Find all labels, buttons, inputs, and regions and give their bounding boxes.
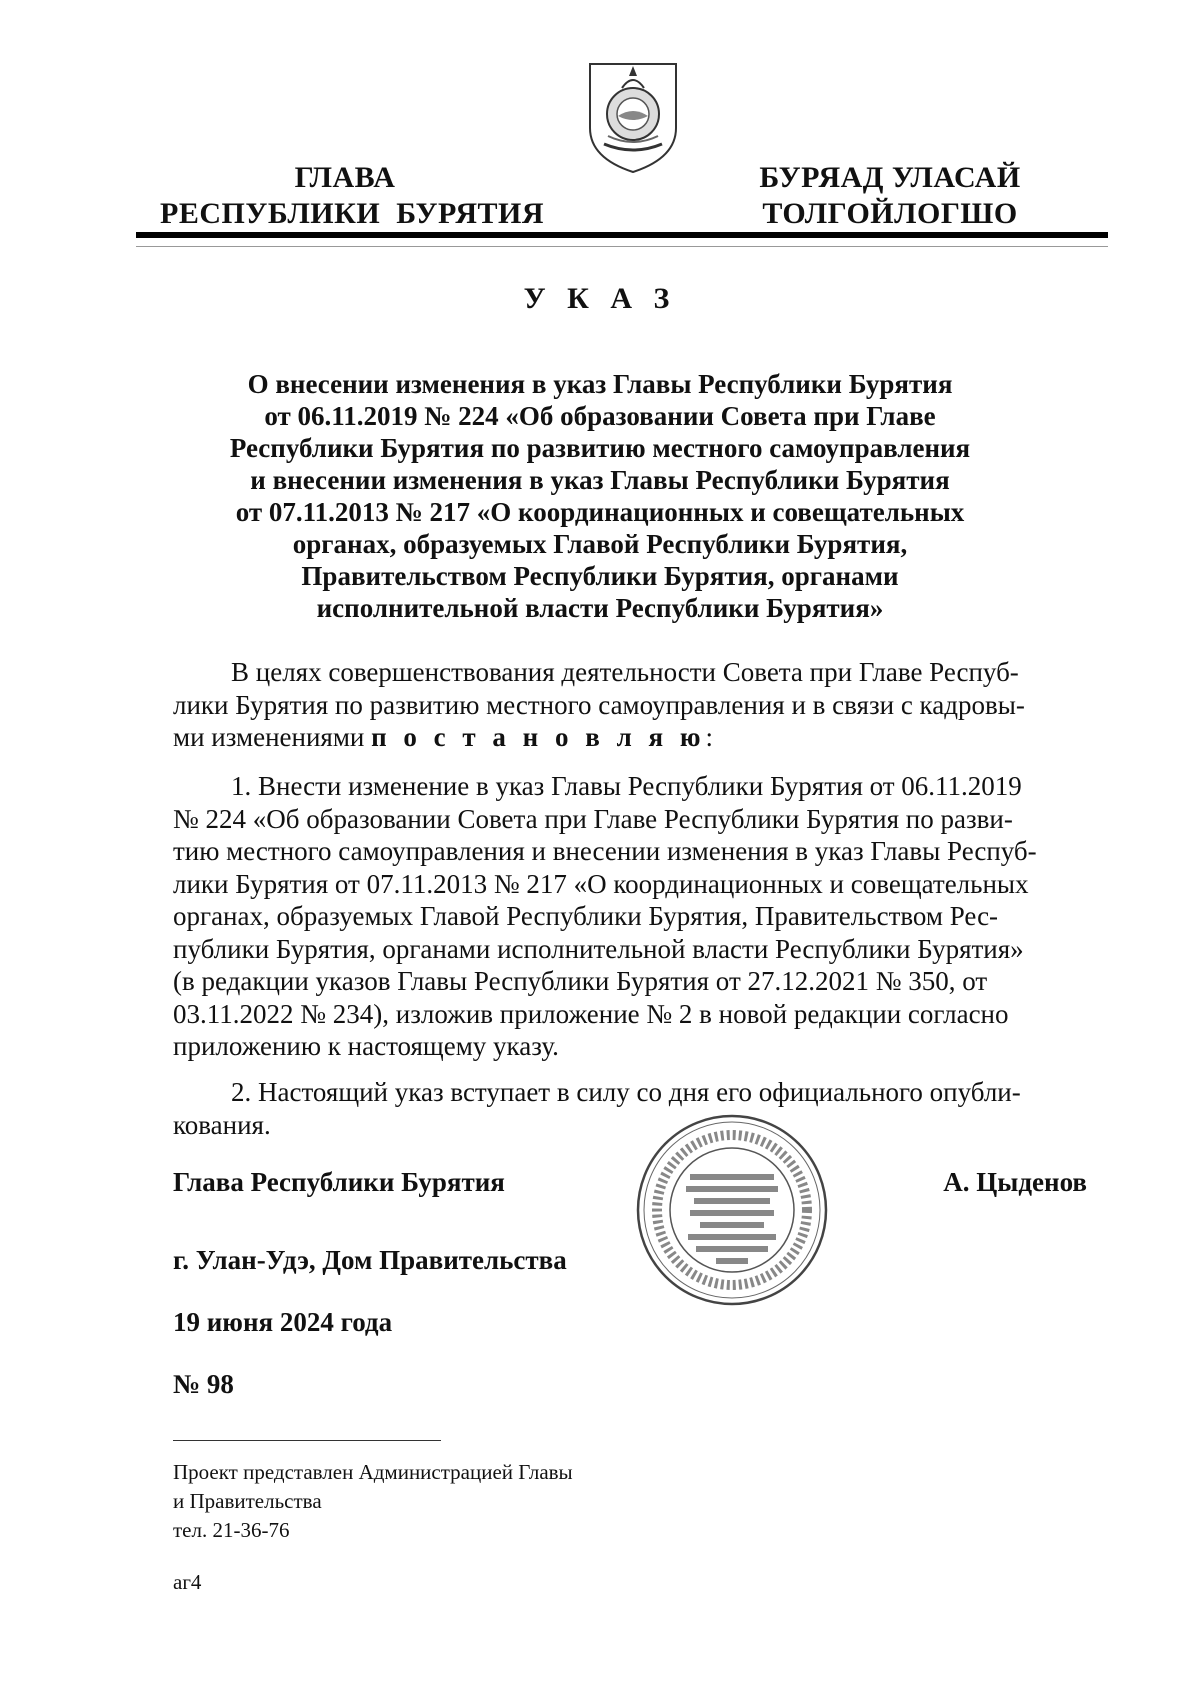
header-right-title bbox=[740, 160, 1040, 232]
subject-line: Правительством Республики Бурятия, органами bbox=[301, 561, 899, 591]
paragraph-line: В целях совершенствования деятельности Совета при Главе Респуб- bbox=[231, 657, 1019, 687]
document-subject bbox=[200, 368, 1000, 624]
footer-note bbox=[173, 1458, 573, 1545]
header-right-line2: ТОЛГОЙЛОГШО bbox=[762, 197, 1018, 230]
footer-line: Проект представлен Администрацией Главы bbox=[173, 1460, 573, 1484]
paragraph-text: : bbox=[705, 722, 713, 752]
decree-number: № 98 bbox=[173, 1369, 234, 1399]
subject-line: Республики Бурятия по развитию местного самоуправления bbox=[229, 433, 971, 463]
footer-line: и Правительства bbox=[173, 1489, 322, 1513]
paragraph-line: 03.11.2022 № 234), изложив приложение № 2 в новой редакции согласно bbox=[173, 998, 1009, 1029]
signatory-title: Глава Республики Бурятия bbox=[173, 1167, 505, 1197]
paragraph-line: тию местного самоуправления и внесении изменения в указ Главы Респуб- bbox=[173, 836, 1037, 866]
paragraph-line: 1. Внести изменение в указ Главы Республики Бурятия от 06.11.2019 bbox=[231, 771, 1022, 801]
paragraph-text: ми изменениями bbox=[173, 722, 372, 752]
footer-line: тел. 21-36-76 bbox=[173, 1518, 290, 1542]
signing-date: 19 июня 2024 года bbox=[173, 1307, 393, 1337]
paragraph-line: лики Бурятия по развитию местного самоуправления и в связи с кадровы- bbox=[173, 689, 1025, 720]
header-left-line1: ГЛАВА bbox=[294, 161, 396, 194]
subject-line: и внесении изменения в указ Главы Республики Бурятия bbox=[250, 465, 950, 495]
header-left-title bbox=[160, 160, 545, 232]
buryatia-coat-of-arms-icon bbox=[582, 58, 684, 176]
signatory-name: А. Цыденов bbox=[943, 1167, 1087, 1197]
clause-1-paragraph bbox=[173, 770, 1081, 1063]
paragraph-line bbox=[173, 721, 1081, 754]
paragraph-line: лики Бурятия от 07.11.2013 № 217 «О координационных и совещательных bbox=[173, 868, 1029, 899]
subject-line: О внесении изменения в указ Главы Республики Бурятия bbox=[247, 369, 953, 399]
header-divider-thin bbox=[136, 246, 1108, 247]
signing-place: г. Улан-Удэ, Дом Правительства bbox=[173, 1245, 567, 1275]
header-left-line2: РЕСПУБЛИКИ БУРЯТИЯ bbox=[160, 197, 545, 230]
document-code: аг4 bbox=[173, 1570, 202, 1594]
subject-line: органах, образуемых Главой Республики Бурятия, bbox=[292, 529, 908, 559]
header-right-line1: БУРЯАД УЛАСАЙ bbox=[759, 161, 1021, 194]
footer-divider bbox=[173, 1440, 441, 1441]
paragraph-line: органах, образуемых Главой Республики Бурятия, Правительством Рес- bbox=[173, 901, 999, 931]
paragraph-line: кования. bbox=[173, 1109, 271, 1140]
clause-2-paragraph bbox=[173, 1076, 1081, 1141]
preamble-paragraph bbox=[173, 656, 1081, 754]
header-divider-thick bbox=[136, 232, 1108, 238]
official-round-stamp-icon bbox=[634, 1112, 830, 1308]
decree-keyword: п о с т а н о в л я ю bbox=[371, 722, 706, 752]
paragraph-line: публики Бурятия, органами исполнительной власти Республики Бурятия» bbox=[173, 933, 1024, 964]
subject-line: исполнительной власти Республики Бурятия» bbox=[316, 593, 884, 623]
subject-line: от 07.11.2013 № 217 «О координационных и совещательных bbox=[235, 497, 965, 527]
subject-line: от 06.11.2019 № 224 «Об образовании Совета при Главе bbox=[264, 401, 936, 431]
paragraph-line: приложению к настоящему указу. bbox=[173, 1031, 559, 1061]
paragraph-line: (в редакции указов Главы Республики Бурятия от 27.12.2021 № 350, от bbox=[173, 966, 988, 996]
paragraph-line: 2. Настоящий указ вступает в силу со дня его официального опубли- bbox=[231, 1077, 1021, 1107]
document-type: У К А З bbox=[523, 282, 677, 315]
paragraph-line: № 224 «Об образовании Совета при Главе Республики Бурятия по разви- bbox=[173, 803, 1013, 834]
